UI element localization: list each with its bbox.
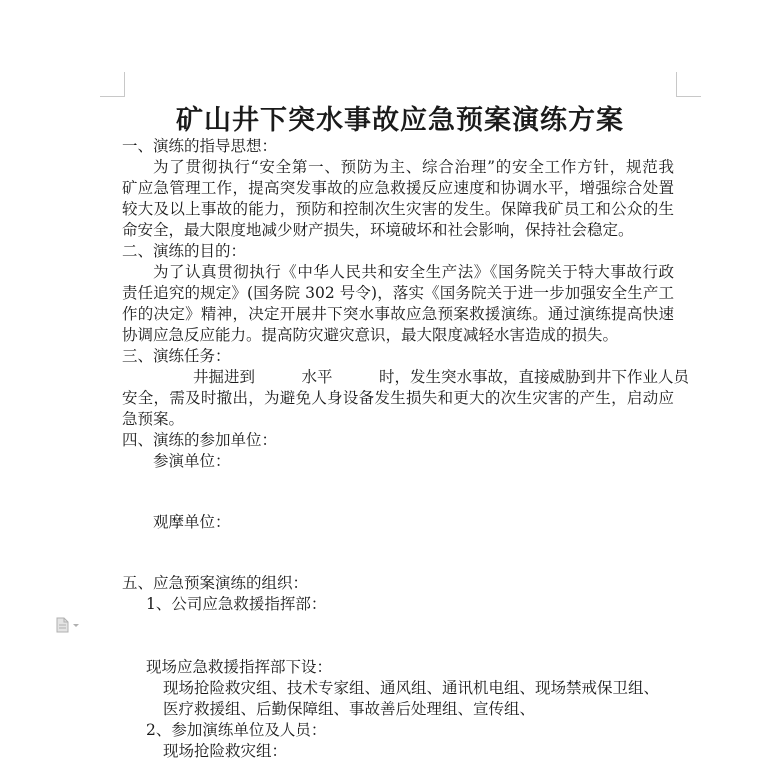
paragraph-line: 现场抢险救灾组： — [163, 742, 288, 760]
paragraph-line: 为了认真贯彻执行《中华人民共和安全生产法》《国务院关于特大事故行政 — [153, 263, 674, 281]
paragraph-line: 急预案。 — [122, 410, 185, 428]
observer-label: 观摩单位： — [153, 513, 231, 531]
paragraph-line: 较大及以上事故的能力，预防和控制次生灾害的发生。保障我矿员工和公众的生 — [122, 200, 674, 218]
paragraph-line: 医疗救援组、后勤保障组、事故善后处理组、宣传组、 — [163, 700, 536, 718]
paragraph-line: 安全，需及时撤出，为避免人身设备发生损失和更大的次生灾害的产生，启动应 — [122, 389, 674, 407]
section-heading: 二、演练的目的： — [122, 242, 247, 260]
page-corner-mark — [676, 72, 701, 97]
subsection-heading: 1、公司应急救援指挥部： — [146, 595, 327, 613]
page-corner-mark — [100, 72, 125, 97]
section-heading: 三、演练任务： — [122, 347, 231, 365]
participant-label: 参演单位： — [153, 452, 231, 470]
paragraph-line: 命安全，最大限度地减少财产损失，环境破坏和社会影响，保持社会稳定。 — [122, 221, 634, 239]
paragraph-line: 矿应急管理工作，提高突发事故的应急救援反应速度和协调水平，增强综合处置 — [122, 179, 674, 197]
subsection-heading: 2、参加演练单位及人员： — [146, 721, 327, 739]
section-heading: 一、演练的指导思想： — [122, 137, 278, 155]
document-title: 矿山井下突水事故应急预案演练方案 — [176, 105, 624, 136]
paragraph-line: 责任追究的规定》(国务院 302 号令)，落实《国务院关于进一步加强安全生产工 — [122, 284, 674, 302]
paragraph-line: 井掘进到 水平 时，发生突水事故，直接威胁到井下作业人员 — [193, 368, 690, 386]
paragraph-line: 协调应急反应能力。提高防灾避灾意识，最大限度减轻水害造成的损失。 — [122, 326, 619, 344]
paragraph-line: 现场抢险救灾组、技术专家组、通风组、通讯机电组、现场禁戒保卫组、 — [163, 679, 660, 697]
paragraph-line: 为了贯彻执行“安全第一、预防为主、综合治理”的安全工作方针，规范我 — [153, 158, 674, 176]
paragraph-line: 作的决定》精神，决定开展井下突水事故应急预案救援演练。通过演练提高快速 — [122, 305, 674, 323]
paragraph-line: 现场应急救援指挥部下设： — [146, 658, 333, 676]
section-heading: 五、应急预案演练的组织： — [122, 574, 309, 592]
document-icon[interactable] — [56, 617, 82, 633]
section-heading: 四、演练的参加单位： — [122, 431, 278, 449]
